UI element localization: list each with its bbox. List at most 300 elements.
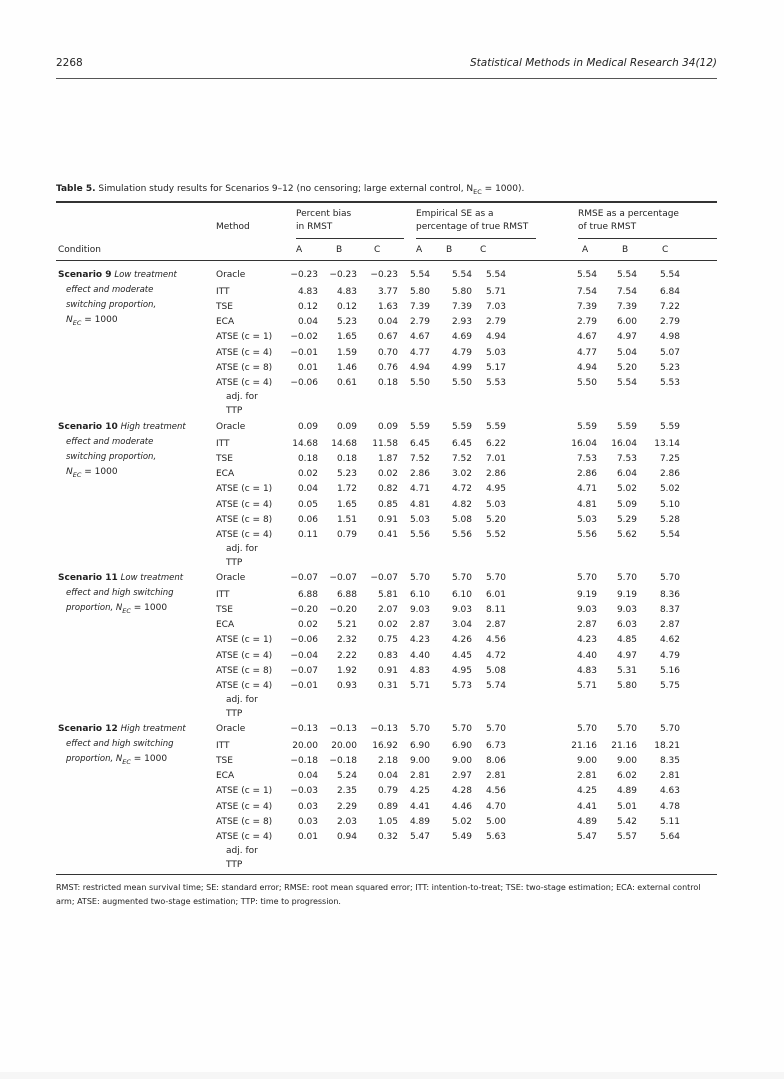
value-cell-bias-b: 5.24 [336, 771, 357, 782]
value-cell-se-c: 4.95 [485, 484, 506, 495]
header-group-se [416, 208, 528, 234]
value-cell-se-b: 5.08 [451, 514, 472, 525]
value-cell-bias-c: 0.32 [377, 831, 398, 842]
value-cell-rmse-b: 5.59 [616, 422, 637, 432]
value-cell-se-a: 5.56 [409, 529, 430, 540]
value-cell-rmse-a: 5.59 [576, 422, 597, 432]
value-cell-se-a: 4.67 [409, 332, 430, 343]
value-cell-bias-a: −0.20 [290, 605, 318, 616]
method-label: ATSE (c = 4) [216, 680, 273, 691]
scenario-description: effect and high switching [66, 588, 174, 598]
value-cell-se-c: 5.70 [485, 724, 506, 734]
value-cell-se-a: 4.71 [409, 484, 430, 495]
value-cell-bias-a: −0.06 [290, 377, 318, 388]
method-cell [216, 754, 233, 768]
method-cell [216, 376, 272, 418]
method-label-continuation: TTP [226, 557, 243, 568]
value-cell-se-b: 5.70 [451, 724, 472, 734]
value-cell-se-b: 4.69 [451, 332, 472, 343]
value-cell-rmse-b: 6.03 [616, 620, 637, 631]
method-cell [216, 498, 272, 512]
value-cell-bias-b: 1.65 [336, 332, 357, 343]
value-cell-rmse-b: 5.09 [616, 499, 637, 510]
running-head [56, 57, 717, 73]
value-cell-se-b: 3.02 [451, 469, 472, 480]
condition-cell [58, 268, 208, 331]
method-cell [216, 830, 272, 872]
value-cell-rmse-c: 5.02 [659, 484, 680, 495]
scenario-nec [58, 601, 208, 619]
value-cell-bias-b: 0.12 [336, 302, 357, 313]
value-cell-bias-c: 3.77 [377, 287, 398, 298]
value-cell-rmse-c: 4.78 [659, 801, 680, 812]
value-cell-bias-c: 0.02 [377, 469, 398, 480]
value-cell-rmse-a: 4.41 [576, 801, 597, 812]
nec-label: proportion, N [66, 603, 123, 613]
method-label-continuation: adj. for [226, 845, 258, 856]
header-rule-rmse [578, 238, 717, 239]
value-cell-se-c: 5.59 [485, 422, 506, 432]
value-cell-se-b: 7.39 [451, 302, 472, 313]
value-cell-rmse-a: 7.39 [576, 302, 597, 313]
value-cell-se-c: 5.17 [485, 362, 506, 373]
method-label-continuation: TTP [226, 708, 243, 719]
value-cell-bias-a: 0.04 [297, 771, 318, 782]
value-cell-rmse-c: 2.87 [659, 620, 680, 631]
method-label: ATSE (c = 4) [216, 801, 273, 812]
value-cell-bias-b: 1.65 [336, 499, 357, 510]
value-cell-rmse-c: 5.70 [659, 573, 680, 583]
value-cell-bias-c: 0.31 [377, 680, 398, 691]
value-cell-bias-a: −0.06 [290, 635, 318, 646]
value-cell-se-a: 4.89 [409, 816, 430, 827]
subcol-header-bias-b: B [336, 245, 343, 255]
value-cell-se-b: 2.93 [451, 317, 472, 328]
value-cell-se-b: 3.04 [451, 620, 472, 631]
value-cell-bias-c: 1.63 [377, 302, 398, 313]
header-group-rmse-line1: RMSE as a percentage [578, 209, 679, 219]
value-cell-se-a: 5.54 [409, 270, 430, 280]
value-cell-bias-c: 0.76 [377, 362, 398, 373]
value-cell-rmse-a: 5.71 [576, 680, 597, 691]
method-cell [216, 361, 272, 375]
value-cell-bias-c: 0.89 [377, 801, 398, 812]
value-cell-rmse-a: 4.94 [576, 362, 597, 373]
value-cell-se-b: 6.45 [451, 439, 472, 450]
value-cell-rmse-c: 6.84 [659, 287, 680, 298]
scenario-nec [58, 465, 208, 483]
method-cell [216, 528, 272, 570]
value-cell-bias-b: 0.18 [336, 454, 357, 465]
value-cell-se-c: 4.56 [485, 635, 506, 646]
value-cell-rmse-c: 5.70 [659, 724, 680, 734]
method-label: TSE [216, 756, 233, 767]
method-label: Oracle [216, 573, 246, 583]
value-cell-se-c: 2.87 [485, 620, 506, 631]
value-cell-se-a: 4.77 [409, 347, 430, 358]
value-cell-se-a: 9.00 [409, 756, 430, 767]
value-cell-rmse-b: 6.04 [616, 469, 637, 480]
value-cell-bias-c: 0.41 [377, 529, 398, 540]
value-cell-bias-a: 4.83 [297, 287, 318, 298]
value-cell-se-c: 2.79 [485, 317, 506, 328]
nec-value: = 1000 [130, 754, 168, 764]
value-cell-rmse-a: 9.19 [576, 590, 597, 601]
method-label: ECA [216, 469, 235, 480]
method-label: ATSE (c = 4) [216, 499, 273, 510]
header-bottom-rule [56, 260, 717, 261]
value-cell-bias-a: 14.68 [292, 439, 318, 450]
value-cell-bias-b: 1.46 [336, 362, 357, 373]
method-label: ATSE (c = 8) [216, 665, 273, 676]
value-cell-se-c: 5.70 [485, 573, 506, 583]
header-group-rmse [578, 208, 679, 234]
value-cell-se-a: 6.45 [409, 439, 430, 450]
value-cell-rmse-c: 5.16 [659, 665, 680, 676]
value-cell-bias-a: −0.18 [290, 756, 318, 767]
value-cell-bias-b: 2.22 [336, 650, 357, 661]
value-cell-rmse-b: 5.04 [616, 347, 637, 358]
method-cell [216, 739, 230, 753]
method-cell [216, 315, 234, 329]
value-cell-se-c: 6.73 [485, 741, 506, 752]
value-cell-rmse-c: 4.63 [659, 786, 680, 797]
value-cell-bias-c: −0.13 [370, 724, 398, 734]
value-cell-rmse-b: 9.19 [616, 590, 637, 601]
value-cell-bias-b: −0.13 [329, 724, 357, 734]
value-cell-rmse-a: 5.70 [576, 724, 597, 734]
value-cell-rmse-b: 5.70 [616, 724, 637, 734]
value-cell-rmse-c: 5.64 [659, 831, 680, 842]
value-cell-rmse-a: 4.23 [576, 635, 597, 646]
value-cell-bias-b: 2.32 [336, 635, 357, 646]
scenario-description: Low treatment [114, 270, 177, 280]
value-cell-rmse-b: 5.54 [616, 377, 637, 388]
value-cell-se-b: 2.97 [451, 771, 472, 782]
header-group-se-line2: percentage of true RMST [416, 222, 529, 232]
value-cell-se-c: 5.08 [485, 665, 506, 676]
value-cell-bias-c: 0.83 [377, 650, 398, 661]
value-cell-bias-c: 0.75 [377, 635, 398, 646]
method-cell [216, 633, 272, 647]
value-cell-bias-a: −0.01 [290, 680, 318, 691]
value-cell-se-b: 6.90 [451, 741, 472, 752]
value-cell-bias-c: 0.85 [377, 499, 398, 510]
value-cell-bias-a: −0.13 [290, 724, 318, 734]
value-cell-se-a: 4.25 [409, 786, 430, 797]
value-cell-bias-a: 20.00 [292, 741, 318, 752]
condition-cell [58, 571, 208, 619]
value-cell-bias-a: 0.05 [297, 499, 318, 510]
value-cell-rmse-b: 7.39 [616, 302, 637, 313]
caption-subscript: EC [473, 187, 482, 196]
value-cell-se-c: 4.94 [485, 332, 506, 343]
value-cell-se-b: 4.26 [451, 635, 472, 646]
value-cell-se-a: 4.94 [409, 362, 430, 373]
page-number: 2268 [56, 57, 83, 69]
value-cell-se-c: 6.22 [485, 439, 506, 450]
value-cell-rmse-c: 8.35 [659, 756, 680, 767]
scenario-label: Scenario 11 [58, 573, 118, 583]
method-cell [216, 784, 272, 798]
subcol-header-rmse-c: C [662, 245, 669, 255]
subcol-header-bias-c: C [374, 245, 381, 255]
value-cell-se-a: 5.50 [409, 377, 430, 388]
header-method: Method [216, 222, 250, 232]
scenario-description: effect and moderate [66, 437, 154, 447]
method-label: TSE [216, 454, 233, 465]
value-cell-rmse-c: 2.81 [659, 771, 680, 782]
method-label: ATSE (c = 4) [216, 377, 273, 388]
value-cell-bias-b: 1.59 [336, 347, 357, 358]
value-cell-rmse-a: 4.81 [576, 499, 597, 510]
value-cell-se-b: 5.56 [451, 529, 472, 540]
scenario-description: High treatment [120, 422, 186, 432]
value-cell-se-b: 4.79 [451, 347, 472, 358]
value-cell-bias-a: 0.01 [297, 362, 318, 373]
value-cell-se-c: 7.03 [485, 302, 506, 313]
value-cell-rmse-c: 7.22 [659, 302, 680, 313]
method-cell [216, 722, 245, 736]
nec-label: N [66, 467, 73, 477]
method-cell [216, 815, 272, 829]
method-label-continuation: adj. for [226, 391, 258, 402]
value-cell-bias-a: 0.18 [297, 454, 318, 465]
value-cell-rmse-c: 5.54 [659, 270, 680, 280]
value-cell-bias-b: 0.94 [336, 831, 357, 842]
value-cell-se-c: 5.52 [485, 529, 506, 540]
method-label-continuation: TTP [226, 405, 243, 416]
scenario-description: effect and moderate [66, 285, 154, 295]
value-cell-rmse-c: 5.59 [659, 422, 680, 432]
value-cell-bias-b: −0.23 [329, 270, 357, 280]
method-label-continuation: adj. for [226, 694, 258, 705]
value-cell-bias-b: 0.93 [336, 680, 357, 691]
value-cell-bias-b: 5.21 [336, 620, 357, 631]
scenario-label: Scenario 9 [58, 270, 112, 280]
value-cell-se-a: 6.90 [409, 741, 430, 752]
method-label: Oracle [216, 422, 246, 432]
value-cell-bias-c: 2.07 [377, 605, 398, 616]
value-cell-se-a: 5.80 [409, 287, 430, 298]
value-cell-rmse-c: 4.79 [659, 650, 680, 661]
method-cell [216, 679, 272, 721]
value-cell-rmse-b: 5.62 [616, 529, 637, 540]
value-cell-rmse-a: 9.00 [576, 756, 597, 767]
method-label: ATSE (c = 1) [216, 786, 273, 797]
value-cell-bias-b: 0.79 [336, 529, 357, 540]
nec-value: = 1000 [81, 467, 118, 477]
value-cell-bias-a: 0.02 [297, 620, 318, 631]
scenario-description: switching proportion, [66, 300, 157, 310]
value-cell-bias-c: 0.91 [377, 665, 398, 676]
value-cell-bias-a: 0.12 [297, 302, 318, 313]
method-cell [216, 420, 245, 434]
value-cell-rmse-a: 2.86 [576, 469, 597, 480]
value-cell-bias-b: 14.68 [331, 439, 357, 450]
header-rule [56, 78, 717, 79]
value-cell-rmse-b: 7.53 [616, 454, 637, 465]
value-cell-se-b: 5.50 [451, 377, 472, 388]
table-footnote: RMST: restricted mean survival time; SE: standard error; RMSE: root mean squared error; ITT: intention-to-treat; TSE: two-stage estimation; ECA: external control arm; ATSE: augmented two-stage estimation; TTP: time to progression. [56, 883, 701, 906]
value-cell-rmse-a: 2.79 [576, 317, 597, 328]
value-cell-bias-c: 0.70 [377, 347, 398, 358]
value-cell-rmse-c: 5.75 [659, 680, 680, 691]
method-cell [216, 300, 233, 314]
value-cell-se-b: 5.70 [451, 573, 472, 583]
scenario-description: switching proportion, [66, 452, 157, 462]
value-cell-bias-b: 1.92 [336, 665, 357, 676]
value-cell-se-b: 5.59 [451, 422, 472, 432]
value-cell-rmse-c: 5.28 [659, 514, 680, 525]
value-cell-rmse-a: 4.77 [576, 347, 597, 358]
condition-cell [58, 420, 208, 483]
value-cell-se-b: 4.82 [451, 499, 472, 510]
value-cell-rmse-c: 5.10 [659, 499, 680, 510]
value-cell-rmse-a: 5.70 [576, 573, 597, 583]
table-label: Table 5. [56, 184, 96, 194]
value-cell-bias-c: 2.18 [377, 756, 398, 767]
value-cell-bias-a: −0.02 [290, 332, 318, 343]
value-cell-bias-c: 0.82 [377, 484, 398, 495]
value-cell-bias-c: 1.05 [377, 816, 398, 827]
header-group-bias-line1: Percent bias [296, 209, 352, 219]
value-cell-bias-a: 0.01 [297, 831, 318, 842]
header-group-bias [296, 208, 351, 234]
method-label: ITT [216, 439, 230, 450]
method-label: ATSE (c = 1) [216, 635, 273, 646]
value-cell-bias-b: 2.35 [336, 786, 357, 797]
value-cell-se-a: 4.81 [409, 499, 430, 510]
value-cell-se-b: 5.54 [451, 270, 472, 280]
value-cell-se-a: 4.23 [409, 635, 430, 646]
method-label: ATSE (c = 8) [216, 514, 273, 525]
value-cell-rmse-c: 13.14 [654, 439, 680, 450]
value-cell-se-a: 4.41 [409, 801, 430, 812]
value-cell-se-b: 6.10 [451, 590, 472, 601]
value-cell-rmse-c: 5.54 [659, 529, 680, 540]
value-cell-bias-a: −0.23 [290, 270, 318, 280]
value-cell-se-c: 5.74 [485, 680, 506, 691]
method-label: ATSE (c = 8) [216, 362, 273, 373]
value-cell-se-b: 5.73 [451, 680, 472, 691]
value-cell-se-b: 4.72 [451, 484, 472, 495]
value-cell-se-b: 7.52 [451, 454, 472, 465]
value-cell-bias-a: −0.04 [290, 650, 318, 661]
value-cell-se-c: 5.03 [485, 499, 506, 510]
value-cell-bias-c: 5.81 [377, 590, 398, 601]
value-cell-rmse-b: 4.97 [616, 650, 637, 661]
value-cell-se-c: 2.86 [485, 469, 506, 480]
value-cell-bias-c: 1.87 [377, 454, 398, 465]
value-cell-rmse-b: 5.20 [616, 362, 637, 373]
value-cell-se-a: 6.10 [409, 590, 430, 601]
value-cell-se-c: 4.70 [485, 801, 506, 812]
value-cell-rmse-b: 5.31 [616, 665, 637, 676]
value-cell-se-c: 5.00 [485, 816, 506, 827]
value-cell-se-a: 5.59 [409, 422, 430, 432]
value-cell-rmse-c: 8.37 [659, 605, 680, 616]
value-cell-rmse-a: 4.40 [576, 650, 597, 661]
method-cell [216, 437, 230, 451]
value-cell-bias-c: −0.07 [370, 573, 398, 583]
method-label: ITT [216, 590, 230, 601]
value-cell-rmse-b: 9.00 [616, 756, 637, 767]
value-cell-rmse-a: 5.56 [576, 529, 597, 540]
scenario-label: Scenario 12 [58, 724, 118, 734]
value-cell-rmse-a: 16.04 [571, 439, 597, 450]
value-cell-bias-a: −0.01 [290, 347, 318, 358]
method-cell [216, 588, 230, 602]
value-cell-se-c: 5.63 [485, 831, 506, 842]
method-cell [216, 618, 234, 632]
value-cell-se-b: 5.80 [451, 287, 472, 298]
scenario-description: effect and high switching [66, 739, 174, 749]
value-cell-se-a: 2.79 [409, 317, 430, 328]
value-cell-rmse-c: 2.86 [659, 469, 680, 480]
method-label: TSE [216, 302, 233, 313]
value-cell-se-b: 9.00 [451, 756, 472, 767]
value-cell-rmse-a: 5.50 [576, 377, 597, 388]
value-cell-bias-a: −0.07 [290, 573, 318, 583]
value-cell-bias-b: 2.03 [336, 816, 357, 827]
scenario-description: Low treatment [120, 573, 184, 583]
method-label: ATSE (c = 1) [216, 332, 273, 343]
value-cell-bias-a: −0.03 [290, 786, 318, 797]
value-cell-bias-c: 0.67 [377, 332, 398, 343]
value-cell-rmse-b: 5.54 [616, 270, 637, 280]
value-cell-rmse-b: 5.70 [616, 573, 637, 583]
nec-subscript: EC [72, 318, 82, 327]
value-cell-se-c: 5.71 [485, 287, 506, 298]
value-cell-bias-c: 0.04 [377, 317, 398, 328]
value-cell-rmse-a: 2.87 [576, 620, 597, 631]
value-cell-bias-b: −0.18 [329, 756, 357, 767]
value-cell-bias-c: 16.92 [372, 741, 398, 752]
value-cell-se-c: 2.81 [485, 771, 506, 782]
method-label: ATSE (c = 1) [216, 484, 273, 495]
value-cell-se-b: 4.95 [451, 665, 472, 676]
method-cell [216, 452, 233, 466]
header-group-se-line1: Empirical SE as a [416, 209, 494, 219]
method-label: ECA [216, 620, 235, 631]
value-cell-rmse-b: 6.02 [616, 771, 637, 782]
value-cell-rmse-b: 5.57 [616, 831, 637, 842]
value-cell-rmse-a: 2.81 [576, 771, 597, 782]
value-cell-rmse-c: 5.11 [659, 816, 680, 827]
method-label: ITT [216, 287, 230, 298]
value-cell-rmse-c: 18.21 [654, 741, 680, 752]
value-cell-rmse-b: 21.16 [611, 741, 637, 752]
caption-text: Simulation study results for Scenarios 9–12 (no censoring; large external control, N [98, 184, 474, 194]
value-cell-bias-a: 0.04 [297, 484, 318, 495]
value-cell-se-b: 4.46 [451, 801, 472, 812]
nec-subscript: EC [72, 470, 82, 479]
value-cell-rmse-a: 5.03 [576, 514, 597, 525]
value-cell-rmse-a: 4.71 [576, 484, 597, 495]
value-cell-se-b: 4.45 [451, 650, 472, 661]
value-cell-se-a: 5.71 [409, 680, 430, 691]
value-cell-bias-c: 0.79 [377, 786, 398, 797]
method-cell [216, 769, 234, 783]
value-cell-bias-c: 0.18 [377, 377, 398, 388]
value-cell-bias-b: 4.83 [336, 287, 357, 298]
method-label: ECA [216, 317, 235, 328]
method-cell [216, 664, 272, 678]
value-cell-se-c: 5.20 [485, 514, 506, 525]
method-cell [216, 603, 233, 617]
value-cell-rmse-c: 5.53 [659, 377, 680, 388]
